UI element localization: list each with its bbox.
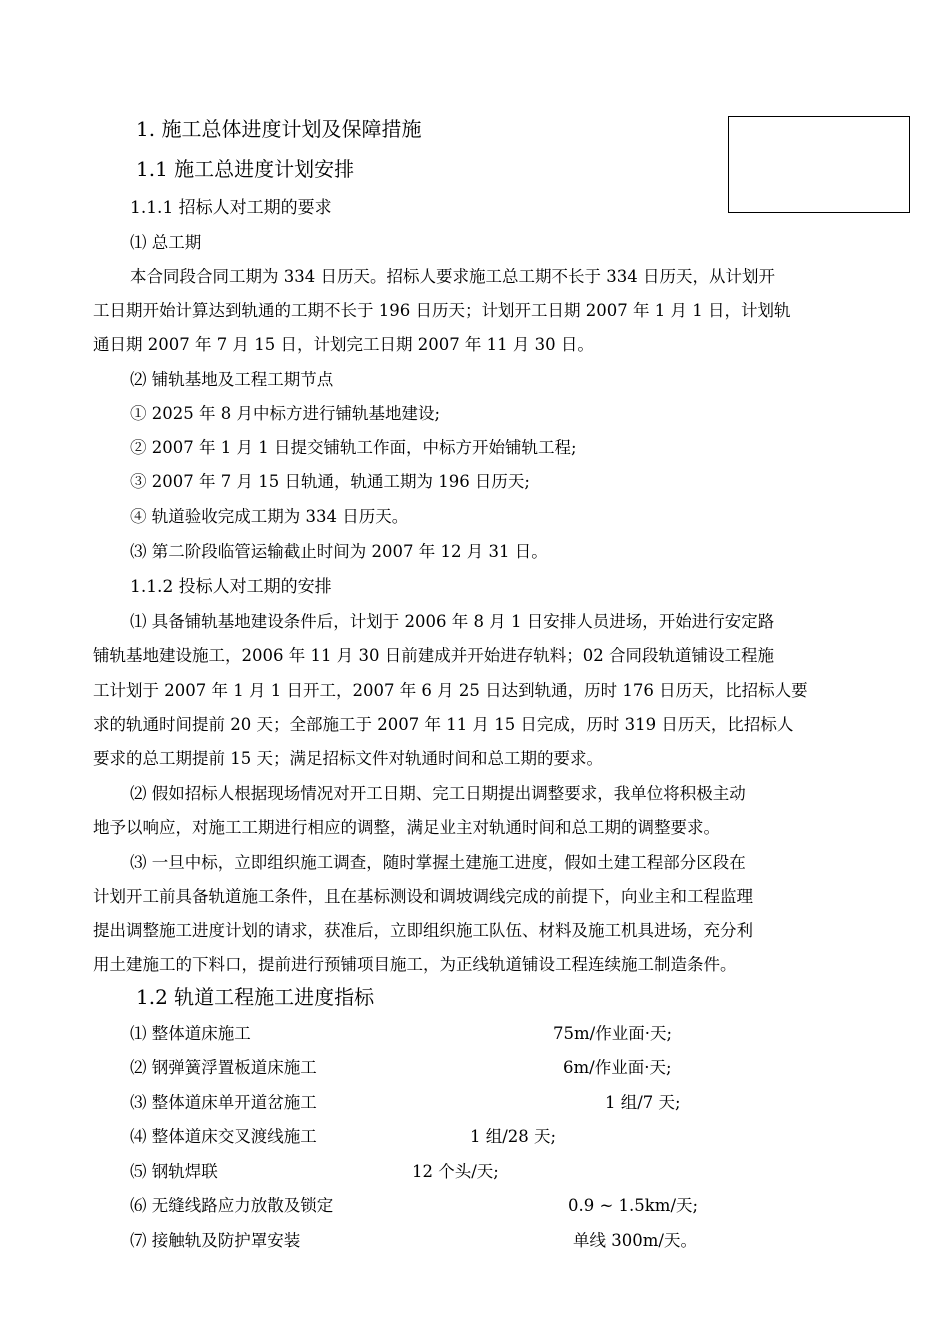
section-3-line: ⑶ 第二阶段临管运输截止时间为 2007 年 12 月 31 日。 [130, 542, 548, 561]
heading-1-2: 1.2 轨道工程施工进度指标 [136, 985, 375, 1009]
paragraph-line: 本合同段合同工期为 334 日历天。招标人要求施工总工期不长于 334 日历天，从计划开 [130, 267, 775, 286]
paragraph-line: 通日期 2007 年 7 月 15 日，计划完工日期 2007 年 11 月 30 日。 [93, 335, 594, 354]
heading-1-1: 1.1 施工总进度计划安排 [136, 157, 355, 181]
spec-value: 1 组/7 天; [605, 1093, 681, 1112]
paragraph-line: 工日期开始计算达到轨通的工期不长于 196 日历天；计划开工日期 2007 年 1 月 1 日，计划轨 [93, 301, 791, 320]
spec-value: 6m/作业面·天; [563, 1058, 672, 1077]
paragraph-line: 要求的总工期提前 15 天；满足招标文件对轨通时间和总工期的要求。 [93, 749, 603, 768]
paragraph-line: ⑶ 一旦中标，立即组织施工调查，随时掌握土建施工进度，假如土建工程部分区段在 [130, 853, 746, 872]
spec-label: ⑶ 整体道床单开道岔施工 [130, 1093, 317, 1112]
milestone-item: ③ 2007 年 7 月 15 日轨通，轨通工期为 196 日历天; [130, 472, 530, 491]
spec-value: 单线 300m/天。 [573, 1231, 697, 1250]
paragraph-line: 提出调整施工进度计划的请求，获准后，立即组织施工队伍、材料及施工机具进场，充分利 [93, 921, 753, 940]
paragraph-line: 用土建施工的下料口，提前进行预铺项目施工，为正线轨道铺设工程连续施工制造条件。 [93, 955, 737, 974]
spec-label: ⑷ 整体道床交叉渡线施工 [130, 1127, 317, 1146]
paragraph-line: 求的轨通时间提前 20 天；全部施工于 2007 年 11 月 15 日完成，历时 319 日历天，比招标人 [93, 715, 794, 734]
paragraph-line: 计划开工前具备轨道施工条件，且在基标测设和调坡调线完成的前提下，向业主和工程监理 [93, 887, 753, 906]
paragraph-line: 铺轨基地建设施工，2006 年 11 月 30 日前建成并开始进存轨料；02 合同段轨道铺设工程施 [93, 646, 774, 665]
spec-value: 1 组/28 天; [470, 1127, 557, 1146]
heading-1-1-2: 1.1.2 投标人对工期的安排 [130, 577, 332, 597]
blank-box [728, 116, 910, 213]
section-2-label: ⑵ 铺轨基地及工程工期节点 [130, 370, 334, 389]
spec-label: ⑴ 整体道床施工 [130, 1024, 251, 1043]
paragraph-line: 工计划于 2007 年 1 月 1 日开工，2007 年 6 月 25 日达到轨通，历时 176 日历天，比招标人要 [93, 681, 808, 700]
paragraph-line: ⑵ 假如招标人根据现场情况对开工日期、完工日期提出调整要求，我单位将积极主动 [130, 784, 746, 803]
spec-label: ⑺ 接触轨及防护罩安装 [130, 1231, 301, 1250]
heading-1-1-1: 1.1.1 招标人对工期的要求 [130, 198, 332, 218]
heading-1: 1. 施工总体进度计划及保障措施 [136, 117, 422, 141]
paragraph-line: ⑴ 具备铺轨基地建设条件后，计划于 2006 年 8 月 1 日安排人员进场，开始进行安定路 [130, 612, 775, 631]
spec-label: ⑵ 钢弹簧浮置板道床施工 [130, 1058, 317, 1077]
milestone-item: ④ 轨道验收完成工期为 334 日历天。 [130, 507, 409, 526]
milestone-item: ② 2007 年 1 月 1 日提交铺轨工作面，中标方开始铺轨工程; [130, 438, 577, 457]
spec-value: 75m/作业面·天; [553, 1024, 673, 1043]
spec-label: ⑸ 钢轨焊联 [130, 1162, 218, 1181]
spec-value: 0.9 ~ 1.5km/天; [568, 1196, 699, 1215]
spec-label: ⑹ 无缝线路应力放散及锁定 [130, 1196, 334, 1215]
milestone-item: ① 2025 年 8 月中标方进行铺轨基地建设; [130, 404, 441, 423]
spec-value: 12 个头/天; [412, 1162, 499, 1181]
paragraph-line: 地予以响应，对施工工期进行相应的调整，满足业主对轨通时间和总工期的调整要求。 [93, 818, 720, 837]
section-1-label: ⑴ 总工期 [130, 233, 202, 252]
